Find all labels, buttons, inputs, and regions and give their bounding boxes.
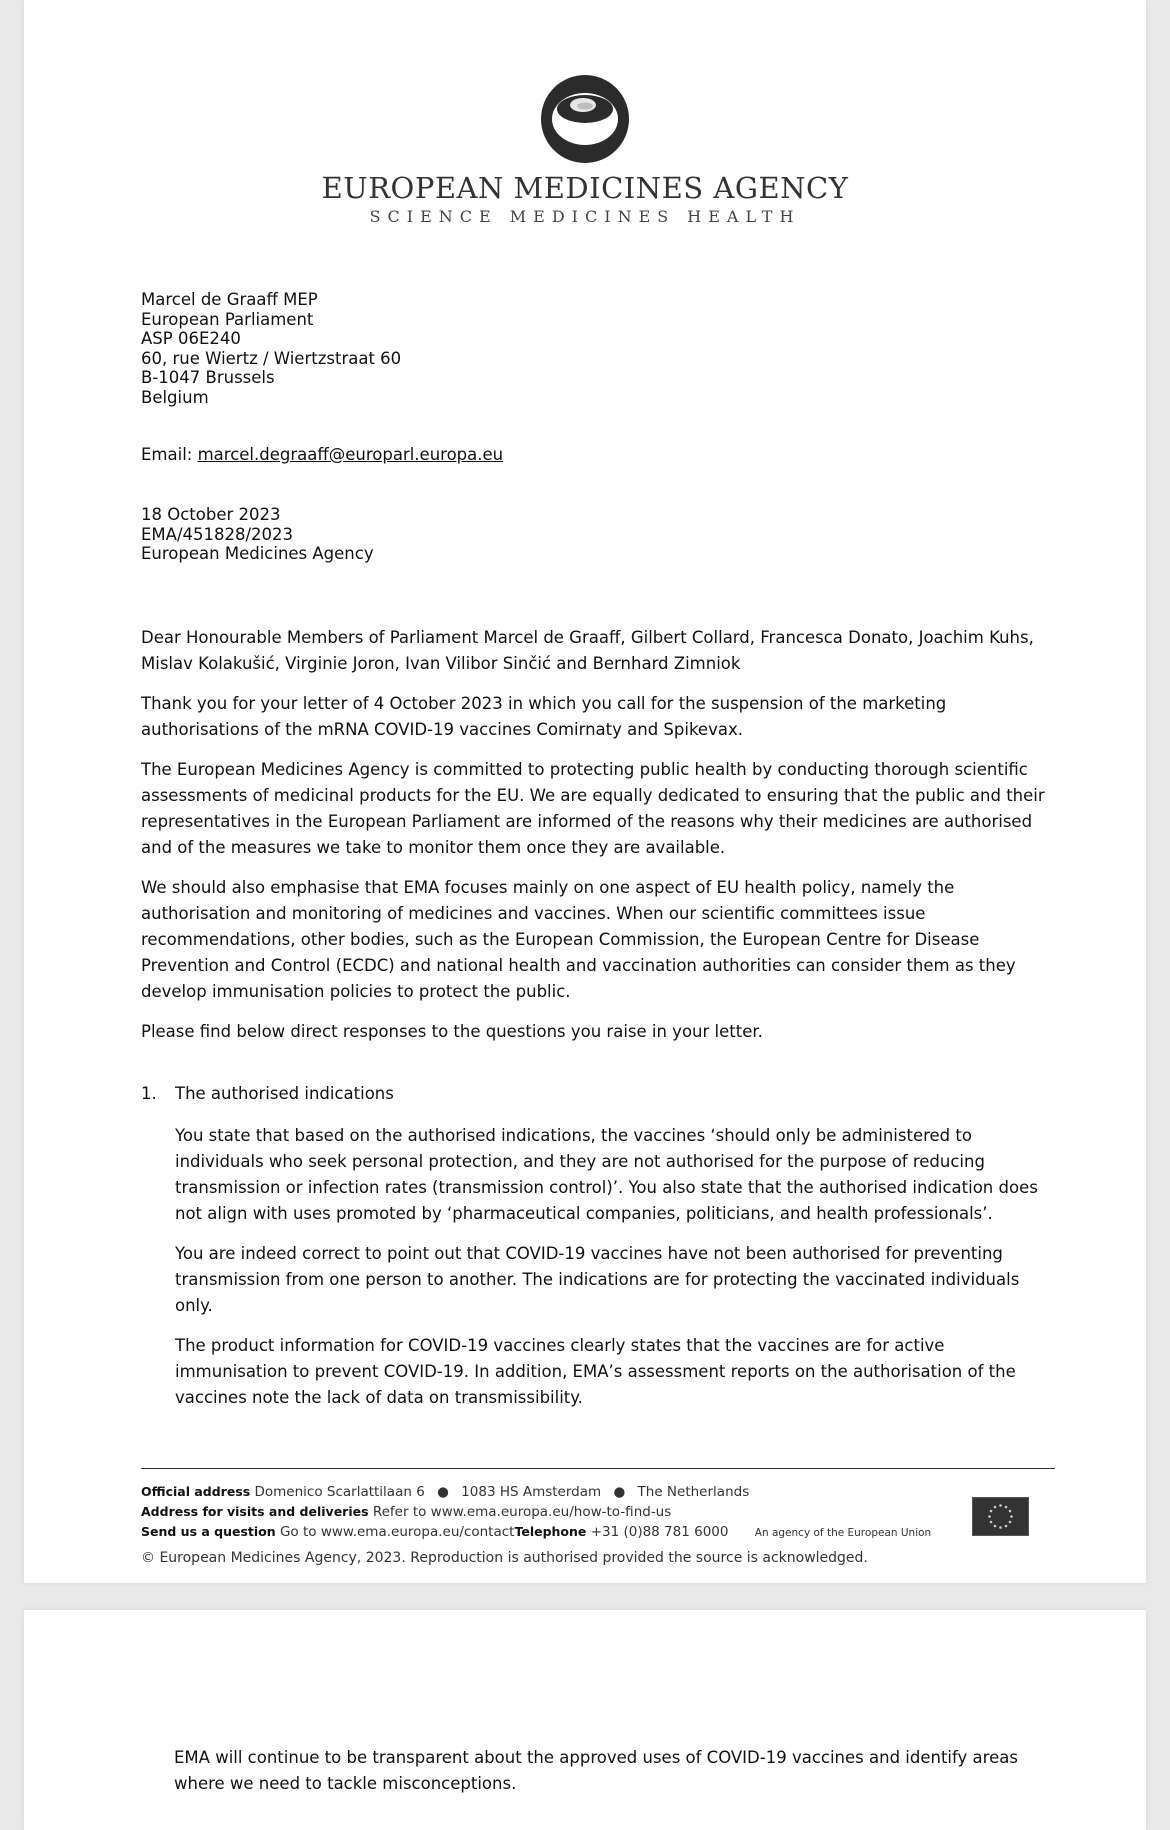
paragraph: We should also emphasise that EMA focuses mainly on one aspect of EU health policy, namely the authorisation and monitoring of medicines and vaccines. When our scientific committees issue recommendations, other bodies, such as the European Commission, the European Centre for Disease Prevention and Control (ECDC) and national health and vaccination authorities can consider them as they develop immunisation policies to protect the public.	[141, 878, 1016, 1001]
footer-label: Send us a question	[141, 1524, 276, 1539]
section-title: The authorised indications	[175, 1084, 394, 1103]
salutation: Dear Honourable Members of Parliament Marcel de Graaff, Gilbert Collard, Francesca Donato, Joachim Kuhs, Mislav Kolakušić, Virginie Joron, Ivan Vilibor Sinčić and Bernhard Zimniok	[141, 628, 1034, 673]
copyright-notice: © European Medicines Agency, 2023. Reproduction is authorised provided the source is acknowledged.	[141, 1550, 868, 1566]
address-line: 60, rue Wiertz / Wiertzstraat 60	[141, 348, 402, 368]
paragraph: Thank you for your letter of 4 October 2023 in which you call for the suspension of the marketing authorisations of the mRNA COVID-19 vaccines Comirnaty and Spikevax.	[141, 694, 947, 739]
address-line: ASP 06E240	[141, 329, 241, 348]
letter-date: 18 October 2023	[141, 505, 281, 524]
footer-contact-link[interactable]: Go to www.ema.europa.eu/contact	[279, 1524, 515, 1540]
section-number: 1.	[141, 1084, 157, 1103]
paragraph: Please find below direct responses to the questions you raise in your letter.	[141, 1022, 763, 1041]
letter-body	[141, 625, 1056, 1425]
agency-tagline: SCIENCE MEDICINES HEALTH	[369, 207, 801, 226]
footer-question	[141, 1522, 931, 1543]
footer-postcode: 1083 HS Amsterdam	[461, 1484, 602, 1500]
bullet: ●	[613, 1484, 626, 1500]
recipient-address	[141, 290, 401, 407]
ema-logo	[24, 75, 1146, 226]
ema-emblem-icon	[541, 75, 629, 163]
email-label: Email:	[141, 445, 193, 464]
letter-reference: EMA/451828/2023	[141, 524, 294, 544]
footer-telephone: +31 (0)88 781 6000	[590, 1524, 729, 1540]
letter-sender: European Medicines Agency	[141, 544, 374, 563]
footer-eu-agency: An agency of the European Union	[754, 1527, 932, 1539]
email-line	[141, 445, 503, 465]
address-line: Belgium	[141, 387, 209, 407]
address-line: Marcel de Graaff MEP	[141, 290, 318, 309]
footer-visits-link[interactable]: Refer to www.ema.europa.eu/how-to-find-us	[372, 1504, 672, 1520]
eu-flag-icon	[972, 1497, 1029, 1536]
section-content	[175, 1123, 1056, 1411]
email-link[interactable]: marcel.degraaff@europarl.europa.eu	[197, 445, 504, 464]
paragraph: EMA will continue to be transparent about the approved uses of COVID-19 vaccines and identify areas where we need to tackle misconceptions.	[174, 1748, 1018, 1793]
paragraph: The product information for COVID-19 vaccines clearly states that the vaccines are for active immunisation to prevent COVID-19. In addition, EMA’s assessment reports on the authorisation of the vaccines note the lack of data on transmissibility.	[175, 1336, 1016, 1407]
footer-label: Telephone	[514, 1524, 587, 1539]
paragraph: You state that based on the authorised indications, the vaccines ‘should only be administered to individuals who seek personal protection, and they are not authorised for the purpose of reducing transmission or infection rates (transmission control)’. You also state that the authorised indication does not align with uses promoted by ‘pharmaceutical companies, politicians, and health professionals’.	[175, 1126, 1038, 1223]
footer-divider	[141, 1468, 1055, 1469]
footer-country: The Netherlands	[637, 1484, 750, 1500]
agency-name: EUROPEAN MEDICINES AGENCY	[321, 171, 849, 205]
paragraph: The European Medicines Agency is committed to protecting public health by conducting thorough scientific assessments of medicinal products for the EU. We are equally dedicated to ensuring that the public and their representatives in the European Parliament are informed of the reasons why their medicines are authorised and of the measures we take to monitor them once they are available.	[141, 760, 1045, 857]
footer-street: Domenico Scarlattilaan 6	[254, 1484, 425, 1500]
letter-page-2	[24, 1610, 1146, 1830]
address-line: B-1047 Brussels	[141, 368, 275, 387]
letter-page-1	[24, 0, 1146, 1583]
address-line: European Parliament	[141, 309, 314, 329]
letter-meta	[141, 505, 374, 564]
footer-official-address	[141, 1482, 931, 1502]
footer	[141, 1482, 931, 1543]
footer-visits	[141, 1502, 931, 1522]
paragraph: You are indeed correct to point out that COVID-19 vaccines have not been authorised for preventing transmission from one person to another. The indications are for protecting the vaccinated individuals only.	[175, 1244, 1020, 1315]
footer-label: Address for visits and deliveries	[141, 1504, 369, 1519]
footer-label: Official address	[141, 1484, 251, 1499]
section-heading	[141, 1081, 1056, 1107]
bullet: ●	[437, 1484, 449, 1500]
